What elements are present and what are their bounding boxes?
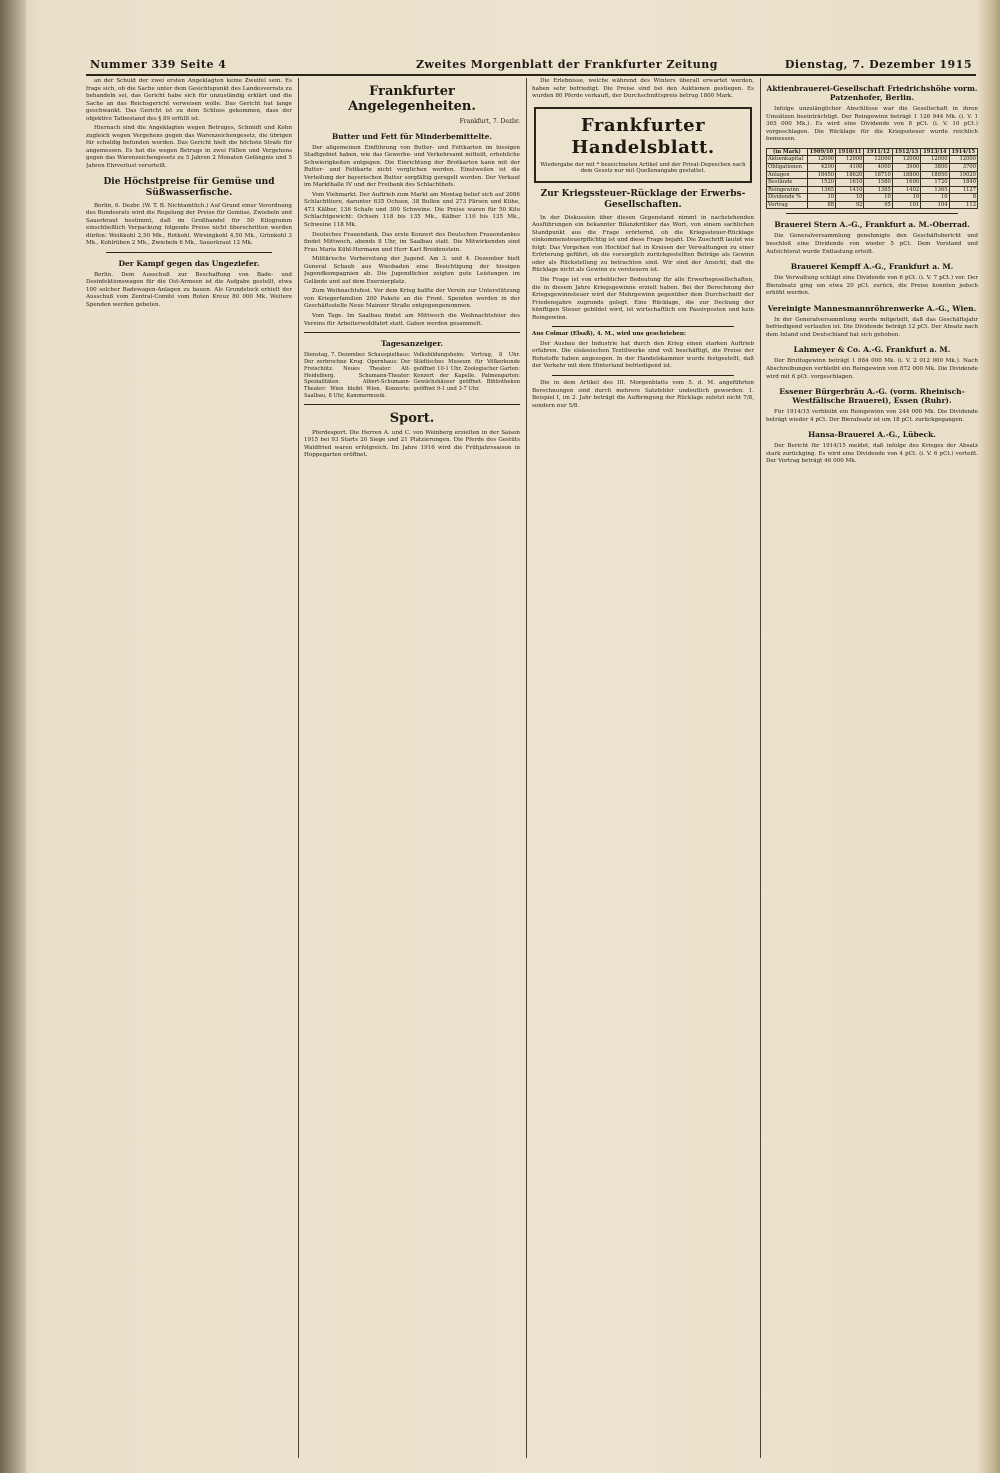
table-cell: 12000 [807, 156, 835, 164]
handelsblatt-title: Frankfurter Handelsblatt. [571, 114, 715, 158]
divider [552, 375, 734, 376]
table-cell: 1402 [892, 186, 920, 194]
table-header-cell: 1911/12 [864, 148, 892, 156]
article-text: Die Erlebnisse, welche während des Winters überall erwartet werden, haben sehr befriedigt. Die Preise sind bei den Auktionen gestiegen. Es wurden 80 Pferde verkauft, der Durchschnittspreis betrug 1800 Mark. [532, 78, 754, 100]
article-text: Der Bruttogewinn beträgt 1 884 000 Mk. (i. V. 2 012 000 Mk.). Nach Abschreibungen verbleibt ein Reingewinn von 872 000 Mk. Die Dividende wird mit 6 pCt. vorgeschlagen. [766, 358, 978, 380]
company-heading: Aktienbrauerei-Gesellschaft Friedrichshöhe vorm. Patzenhofer, Berlin. [766, 84, 978, 102]
column-4 [766, 78, 978, 1458]
table-header-cell: 1914/15 [949, 148, 977, 156]
company-heading: Vereinigte Mannesmannröhrenwerke A.-G., Wien. [767, 303, 977, 313]
table-cell: 92 [836, 201, 864, 209]
table-cell: 88 [807, 201, 835, 209]
table-cell: 3700 [949, 163, 977, 171]
book-spine [0, 0, 26, 1473]
table-cell: 10 [836, 194, 864, 202]
handelsblatt-masthead [534, 107, 752, 183]
table-cell: 12000 [892, 156, 920, 164]
article-text: Vom Tage. Im Saalbau findet am Mittwoch die Weihnachtsfeier des Vereins für Arbeiterwohlfahrt statt. Gaben werden gesammelt. [304, 313, 520, 327]
tagesanzeiger-listing [304, 352, 520, 400]
table-cell: 1365 [921, 186, 949, 194]
table-cell: 4200 [807, 163, 835, 171]
table-cell: 95 [864, 201, 892, 209]
table-cell: 8 [949, 194, 977, 202]
article-text: Für 1914/15 verbleibt ein Reingewinn von 244 000 Mk. Die Dividende beträgt wieder 4 pCt. Der Bierabsatz ist um 18 pCt. zurückgegangen. [766, 409, 978, 423]
section-heading: Sport. [389, 410, 435, 426]
table-cell: Obligationen [767, 163, 808, 171]
article-heading: Zur Kriegssteuer-Rücklage der Erwerbs-Gesellschaften. [540, 188, 746, 210]
table-cell: 12000 [836, 156, 864, 164]
table-header-cell: 1910/11 [836, 148, 864, 156]
company-heading: Hansa-Brauerei A.-G., Lübeck. [808, 430, 936, 440]
article-text: Der allgemeinen Einführung von Butter- und Fettkarten im hiesigen Stadtgebiet haben, wie das Gewerbe- und Verkehrsamt mitteilt, erhebliche Schwierigkeiten entgegen. Die Einrichtung der Brotkarten kann mit der Butter- und Fettkarte nicht verglichen werden. Einstweilen ist die Verteilung der bayerischen Butter sorgfältig geregelt worden. Der Verkauf im Markthalle IV und der Freibank des Schlachthofs. [304, 144, 520, 189]
table-cell: 10 [807, 194, 835, 202]
table-cell: 10 [892, 194, 920, 202]
article-text: Berlin. Dem Ausschuß zur Beschaffung von Bade- und Desinfektionswagen für die Ost-Armeen ist die Aufgabe gestellt, etwa 100 solcher Badewagen-Anlagen zu bauen. Als Grundstock erhielt der Ausschuß vom Zentral-Comité vom Roten Kreuz 80 000 Mk. Weitere Spenden werden gebeten. [86, 271, 292, 309]
column-rule [760, 78, 761, 1458]
listing-left: Dienstag, 7. Dezember. Schauspielhaus: Der zerbrochne Krug. Opernhaus: Der Freischütz. Neues Theater: Alt-Heidelberg. Schumann-Theater: Spezialitäten. Albert-Schumann-Theater: Wien bleibt Wien. Konzerte: Saalbau, 8 Uhr, Kammermusik. [304, 352, 411, 399]
table-cell: Dividende % [767, 194, 808, 202]
table-cell: 18620 [836, 171, 864, 179]
section-heading: Der Kampf gegen das Ungeziefer. [118, 258, 260, 268]
article-text: Pferdesport. Die Herren A. und C. von Weinberg erzielten in der Saison 1915 bei 93 Starts 20 Siege und 21 Platzierungen. Die Pferde des Gestüts Waldfried waren erfolgreich. Im Jahre 1916 wird die Frühjahrssaison in Hoppegarten eröffnet. [304, 429, 520, 459]
divider [106, 252, 272, 253]
table-cell: 12000 [949, 156, 977, 164]
table-row [767, 201, 978, 209]
article-text: Infolge unzulänglicher Abschlüsse war die Gesellschaft in ihren Umsätzen beeinträchtigt. Der Reingewinn beträgt 1 126 944 Mk. (i. V. 1 365 000 Mk.). Es wird eine Dividende von 8 pCt. (i. V. 10 pCt.) vorgeschlagen. Die Rücklage für die Kriegssteuer wurde reichlich bemessen. [766, 106, 978, 143]
table-cell: Aktienkapital [767, 156, 808, 164]
table-cell: 12000 [921, 156, 949, 164]
column-rule [526, 78, 527, 1458]
table-cell: 18450 [807, 171, 835, 179]
table-cell: 1610 [836, 179, 864, 187]
divider [304, 332, 520, 333]
article-text: Hiernach sind die Angeklagten wegen Betruges, Schmidt und Kohn zugleich wegen Vergehens gegen das Warenzeichengesetz, die übrigen für schuldig befunden worden. Das Gericht hielt die höchste Strafe für angemessen. Es hat die wegen Betrugs in zwei Fällen und Vergehens gegen das Warenzeichengesetz zu 5 Jahren 2 Monaten Gefängnis und 5 Jahren Ehrverlust verurteilt. [86, 125, 292, 170]
article-text: Berlin, 6. Dezbr. (W. T. B. Nichtamtlich.) Auf Grund einer Verordnung des Bundesrats wird die Regelung der Preise für Gemüse, Zwiebeln und Sauerkraut bestimmt, daß im Großhandel für 50 Kilogramm einschließlich Verpackung folgende Preise nicht überschritten werden dürfen: Weißkohl 2,50 Mk., Rotkohl, Wirsingkohl 4,50 Mk., Grünkohl 3 Mk., Kohlrüben 2 Mk., Zwiebeln 6 Mk., Sauerkraut 12 Mk. [86, 202, 292, 247]
table-cell: 101 [892, 201, 920, 209]
article-text: Die Frage ist von erheblicher Bedeutung für alle Erwerbsgesellschaften, die in diesem Jahre Kriegsgewinne erzielt haben. Bei der Berechnung der Kriegsgewinnsteuer wird der Mehrgewinn gegenüber dem Durchschnitt der Friedensjahre zugrunde gelegt. Eine Rücklage, die zur Deckung der künftigen Steuer gebildet wird, ist wirtschaftlich ein Passivposten und kein Reingewinn. [532, 277, 754, 321]
table-cell: 10 [921, 194, 949, 202]
issue-date: Dienstag, 7. Dezember 1915 [784, 58, 972, 71]
table-row [767, 156, 978, 164]
table-cell: Reingewinn [767, 186, 808, 194]
article-text: Militärische Vorbereitung der Jugend. Am 3. und 4. Dezember hielt General Schaub aus Wiesbaden eine Besichtigung der hiesigen Jugendkompagnien ab. Die Jugendlichen zeigten gute Leistungen im Gelände und auf dem Exerzierplatz. [304, 256, 520, 285]
section-heading: Tagesanzeiger. [380, 339, 444, 349]
article-text: Die Generalversammlung genehmigte den Geschäftsbericht und beschloß eine Dividende von wieder 5 pCt. Dem Vorstand und Aufsichtsrat wurde Entlastung erteilt. [766, 233, 978, 255]
divider [304, 404, 520, 405]
article-text: Der Bericht für 1914/15 meldet, daß infolge des Krieges der Absatz stark zurückging. Es wird eine Dividende von 4 pCt. (i. V. 6 pCt.) verteilt. Der Vortrag beträgt 46 000 Mk. [766, 443, 978, 465]
column-3 [532, 78, 754, 1458]
table-cell: 1127 [949, 186, 977, 194]
dateline: Frankfurt, 7. Dezbr. [459, 118, 520, 125]
table-row [767, 194, 978, 202]
table-cell: 18710 [864, 171, 892, 179]
column-rule [298, 78, 299, 1458]
article-text: Deutsches Frauendank. Das erste Konzert des Deutschen Frauendankes findet Mittwoch, abends 8 Uhr, im Saalbau statt. Die Mitwirkenden sind Frau Maria Kühl-Hermann und Herr Karl Breidenstein. [304, 231, 520, 253]
page-header [86, 56, 976, 76]
table-row [767, 186, 978, 194]
masthead-title: Zweites Morgenblatt der Frankfurter Zeitung [416, 58, 718, 71]
article-text: an der Schuld der zwei ersten Angeklagten keine Zweifel sein. Es frage sich, ob die Sache unter dem Gesichtspunkt des Landesverrats zu behandeln sei, das Gericht habe sich für unzuständig erklärt und die Sache an das Reichsgericht verweisen wolle. Das Gericht hat lange geschwankt. Das Gericht ist zu dem Schluss gekommen, dass der objektive Tatbestand des § 89 erfüllt ist. [86, 78, 292, 122]
company-heading: Brauerei Kempff A.-G., Frankfurt a. M. [790, 262, 954, 272]
table-body [767, 156, 978, 209]
table-header-row [767, 148, 978, 156]
table-row [767, 163, 978, 171]
table-cell: 1410 [836, 186, 864, 194]
table-cell: 18800 [892, 171, 920, 179]
table-cell: 104 [921, 201, 949, 209]
table-cell: 1720 [921, 179, 949, 187]
table-cell: 3800 [921, 163, 949, 171]
table-cell: Anlagen [767, 171, 808, 179]
table-cell: 1580 [864, 179, 892, 187]
table-cell: 1520 [807, 179, 835, 187]
column-1 [86, 78, 292, 1458]
table-cell: 112 [949, 201, 977, 209]
listing-right: Volksbildungsheim: Vortrag, 8 Uhr. Städtisches Museum für Völkerkunde geöffnet 10-1 Uhr. Zoologischer Garten: Konzert der Kapelle. Palmengarten: Gewächshäuser geöffnet. Bibliotheken geöffnet 9-1 und 3-7 Uhr. [413, 352, 520, 393]
table-header-cell: 1909/10 [807, 148, 835, 156]
article-text: Die Verwaltung schlägt eine Dividende von 6 pCt. (i. V. 7 pCt.) vor. Der Bierabsatz ging um etwa 20 pCt. zurück, die Preise konnten jedoch erhöht werden. [766, 275, 978, 297]
article-text: Der Ausbau der Industrie hat durch den Krieg einen starken Auftrieb erfahren. Die elsässischen Textilwerke sind voll beschäftigt, die Preise der Rohstoffe haben angezogen. In der Handelskammer wurde festgestellt, daß der Verkehr mit dem Hinterland befriedigend ist. [532, 340, 754, 370]
page-edge [978, 0, 1000, 1473]
section-heading: Die Höchstpreise für Gemüse und Süßwasserfische. [103, 176, 275, 198]
handelsblatt-notice: Wiedergabe der mit * bezeichneten Artikel und der Privat-Depeschen nach dem Gesetz nur mit Quellenangabe gestattet. [540, 161, 746, 175]
company-heading: Essener Bürgerbräu A.-G. (vorm. Rheinisch-Westfälische Brauerei), Essen (Ruhr). [779, 387, 965, 406]
article-text: Zum Weihnachtsfest. Vor dem Krieg halfte der Verein zur Unterstützung von Kriegerfamilien 200 Pakete an die Front. Spenden werden in der Geschäftsstelle Neue Mainzer Straße entgegengenommen. [304, 288, 520, 310]
issue-number: Nummer 339 Seite 4 [90, 58, 227, 71]
table-cell: 3900 [892, 163, 920, 171]
table-cell: 1840 [949, 179, 977, 187]
table-cell: 1690 [892, 179, 920, 187]
table-header-cell: 1912/13 [892, 148, 920, 156]
article-heading: Butter und Fett für Minderbemittelte. [331, 131, 493, 141]
table-cell: 4000 [864, 163, 892, 171]
article-heading: Aus Colmar (Elsaß), 4. M., wird uns geschrieben: [532, 331, 686, 338]
table-header-cell: (in Mark) [767, 148, 808, 156]
divider [552, 326, 734, 327]
table-cell: 1365 [807, 186, 835, 194]
table-header-cell: 1913/14 [921, 148, 949, 156]
article-text: In der Diskussion über diesen Gegenstand nimmt in nachstehenden Ausführungen ein bekannter Bilanzkritiker das Wort, von einem sachlichen Standpunkt aus die Frage erörternd, ob die Kriegssteuer-Rücklage einkommensteuerpflichtig ist und diese Frage bejaht. Die Zuschrift lautet wie folgt: Das Vorgehen von Hochtief hat in Kreisen der Verwaltungen zu einer Erörterung geführt, ob die vorsorglich zurückgestellten Beträge als Gewinn oder als Rückstellung zu betrachten sind. Wir sind der Ansicht, daß die Rücklage nicht als Gewinn zu versteuern ist. [532, 214, 754, 274]
article-text: Vom Viehmarkt. Der Auftrieb zum Markt am Montag belief sich auf 2086 Schlachttiere, darunter 635 Ochsen, 38 Bullen und 273 Färsen und Kühe, 473 Kälber, 136 Schafe und 300 Schweine. Die Preise waren für 50 Kilo Schlachtgewicht: Ochsen 118 bis 135 Mk., Kälber 110 bis 135 Mk., Schweine 118 Mk. [304, 191, 520, 229]
table-row [767, 171, 978, 179]
table-cell: Bestände [767, 179, 808, 187]
table-cell: 12000 [864, 156, 892, 164]
financial-table [766, 148, 978, 210]
table-cell: 19020 [949, 171, 977, 179]
table-cell: 1385 [864, 186, 892, 194]
table-row [767, 179, 978, 187]
company-heading: Lahmeyer & Co. A.-G. Frankfurt a. M. [793, 345, 951, 355]
company-heading: Brauerei Stern A.-G., Frankfurt a. M.-Oberrad. [774, 220, 970, 230]
table-cell: 4100 [836, 163, 864, 171]
article-text: Die in dem Artikel des III. Morgenblatts vom 5. d. M. angeführten Berechnungen sind durch mehrere Satzfehler undeutlich geworden: 1. Beispiel I, im 2. Jahr beträgt die Aufbringung der Rücklage zuletzt nicht 7/8, sondern nur 5/8. [532, 380, 754, 409]
table-cell: 18950 [921, 171, 949, 179]
table-cell: Vortrag [767, 201, 808, 209]
article-text: In der Generalversammlung wurde mitgeteilt, daß das Geschäftsjahr befriedigend verlaufen ist. Die Dividende beträgt 12 pCt. Der Absatz nach dem Inland und Deutschland hat sich gehoben. [766, 316, 978, 338]
divider [786, 213, 958, 214]
table-cell: 10 [864, 194, 892, 202]
section-heading: Frankfurter Angelegenheiten. [348, 84, 476, 114]
column-2 [304, 78, 520, 1458]
